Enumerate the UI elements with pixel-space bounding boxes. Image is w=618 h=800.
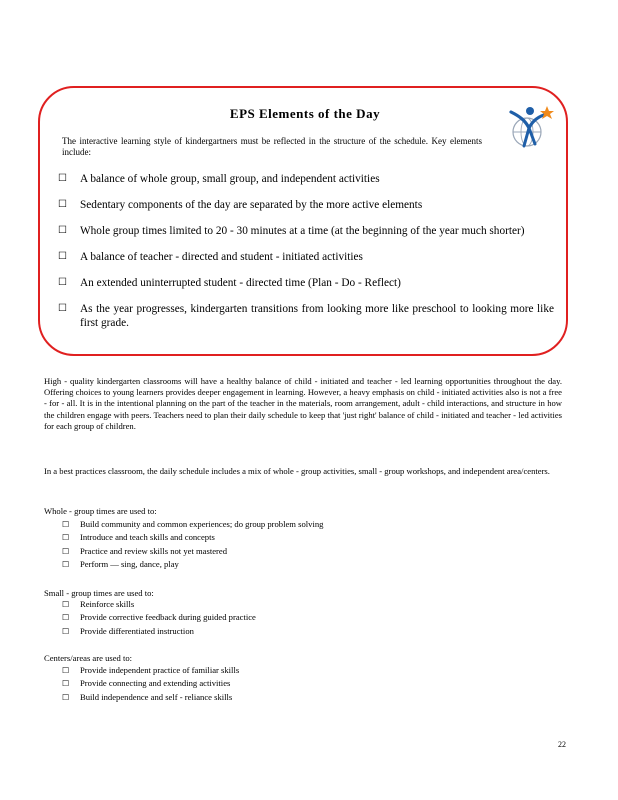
checkbox-bullet-icon: ☐ xyxy=(58,199,67,210)
list-item: ☐ Provide independent practice of familiar skills xyxy=(62,664,239,677)
checkbox-bullet-icon: ☐ xyxy=(62,679,70,689)
checkbox-bullet-icon: ☐ xyxy=(58,251,67,262)
list-item: ☐ Introduce and teach skills and concepts xyxy=(62,531,323,544)
checkbox-bullet-icon: ☐ xyxy=(58,303,67,314)
list-item: ☐ An extended uninterrupted student - directed time (Plan - Do - Reflect) xyxy=(58,277,401,289)
list-item: ☐ As the year progresses, kindergarten transitions from looking more like preschool to looking more like first grade. xyxy=(58,303,554,329)
list-item: ☐ A balance of teacher - directed and student - initiated activities xyxy=(58,251,363,263)
section-heading-small-group: Small - group times are used to: xyxy=(44,588,154,598)
body-paragraph-balance: High - quality kindergarten classrooms will have a healthy balance of child - initiated and teacher - led learning opportunities throughout the day. Offering choices to young learners provides deeper engagement in learning. However, a heavy emphasis on child - initiated activities also is not a free - for - all. It is in the intentional planning on the part of the teacher in the materials, room arrangement, adult - child interactions, and structure in how the children engage with peers. Teachers need to plan their daily schedule to keep that 'just right' balance of child - initiated and teacher - led activities for each group of children. xyxy=(44,376,562,431)
checkbox-bullet-icon: ☐ xyxy=(62,600,70,609)
checkbox-bullet-icon: ☐ xyxy=(62,546,70,556)
list-item: ☐ Provide corrective feedback during guided practice xyxy=(62,611,256,624)
callout-title: EPS Elements of the Day xyxy=(229,106,381,121)
list-item: ☐ Perform — sing, dance, play xyxy=(62,558,323,571)
checkbox-bullet-icon: ☐ xyxy=(62,692,70,702)
list-item: ☐ Build independence and self - reliance skills xyxy=(62,691,239,704)
checkbox-bullet-icon: ☐ xyxy=(62,666,70,675)
checkbox-bullet-icon: ☐ xyxy=(58,225,67,236)
body-paragraph-schedule: In a best practices classroom, the daily schedule includes a mix of whole - group activities, small - group workshops, and independent area/centers. xyxy=(44,466,550,476)
callout-intro: The interactive learning style of kindergartners must be reflected in the structure of the schedule. Key elements include: xyxy=(62,136,482,157)
list-item: ☐ Reinforce skills xyxy=(62,598,256,611)
list-item: ☐ Build community and common experiences; do group problem solving xyxy=(62,518,323,531)
key-elements-list xyxy=(58,172,554,342)
centers-list xyxy=(62,664,239,704)
checkbox-bullet-icon: ☐ xyxy=(62,626,70,636)
checkbox-bullet-icon: ☐ xyxy=(62,560,70,570)
globe-figure-logo xyxy=(503,102,555,154)
checkbox-bullet-icon: ☐ xyxy=(58,173,67,184)
section-heading-centers: Centers/areas are used to: xyxy=(44,653,133,663)
list-item: ☐ Sedentary components of the day are separated by the more active elements xyxy=(58,199,423,211)
small-group-list xyxy=(62,598,256,638)
checkbox-bullet-icon: ☐ xyxy=(62,533,70,543)
list-item: ☐ Practice and review skills not yet mastered xyxy=(62,545,323,558)
list-item: ☐ Whole group times limited to 20 - 30 minutes at a time (at the beginning of the year much shorter) xyxy=(58,225,525,237)
checkbox-bullet-icon: ☐ xyxy=(62,520,70,529)
page-number: 22 xyxy=(558,740,566,749)
list-item: ☐ A balance of whole group, small group, and independent activities xyxy=(58,173,380,185)
list-item: ☐ Provide connecting and extending activities xyxy=(62,677,239,690)
whole-group-list xyxy=(62,518,323,572)
list-item: ☐ Provide differentiated instruction xyxy=(62,625,256,638)
section-heading-whole-group: Whole - group times are used to: xyxy=(44,506,157,516)
checkbox-bullet-icon: ☐ xyxy=(58,277,67,288)
checkbox-bullet-icon: ☐ xyxy=(62,613,70,623)
